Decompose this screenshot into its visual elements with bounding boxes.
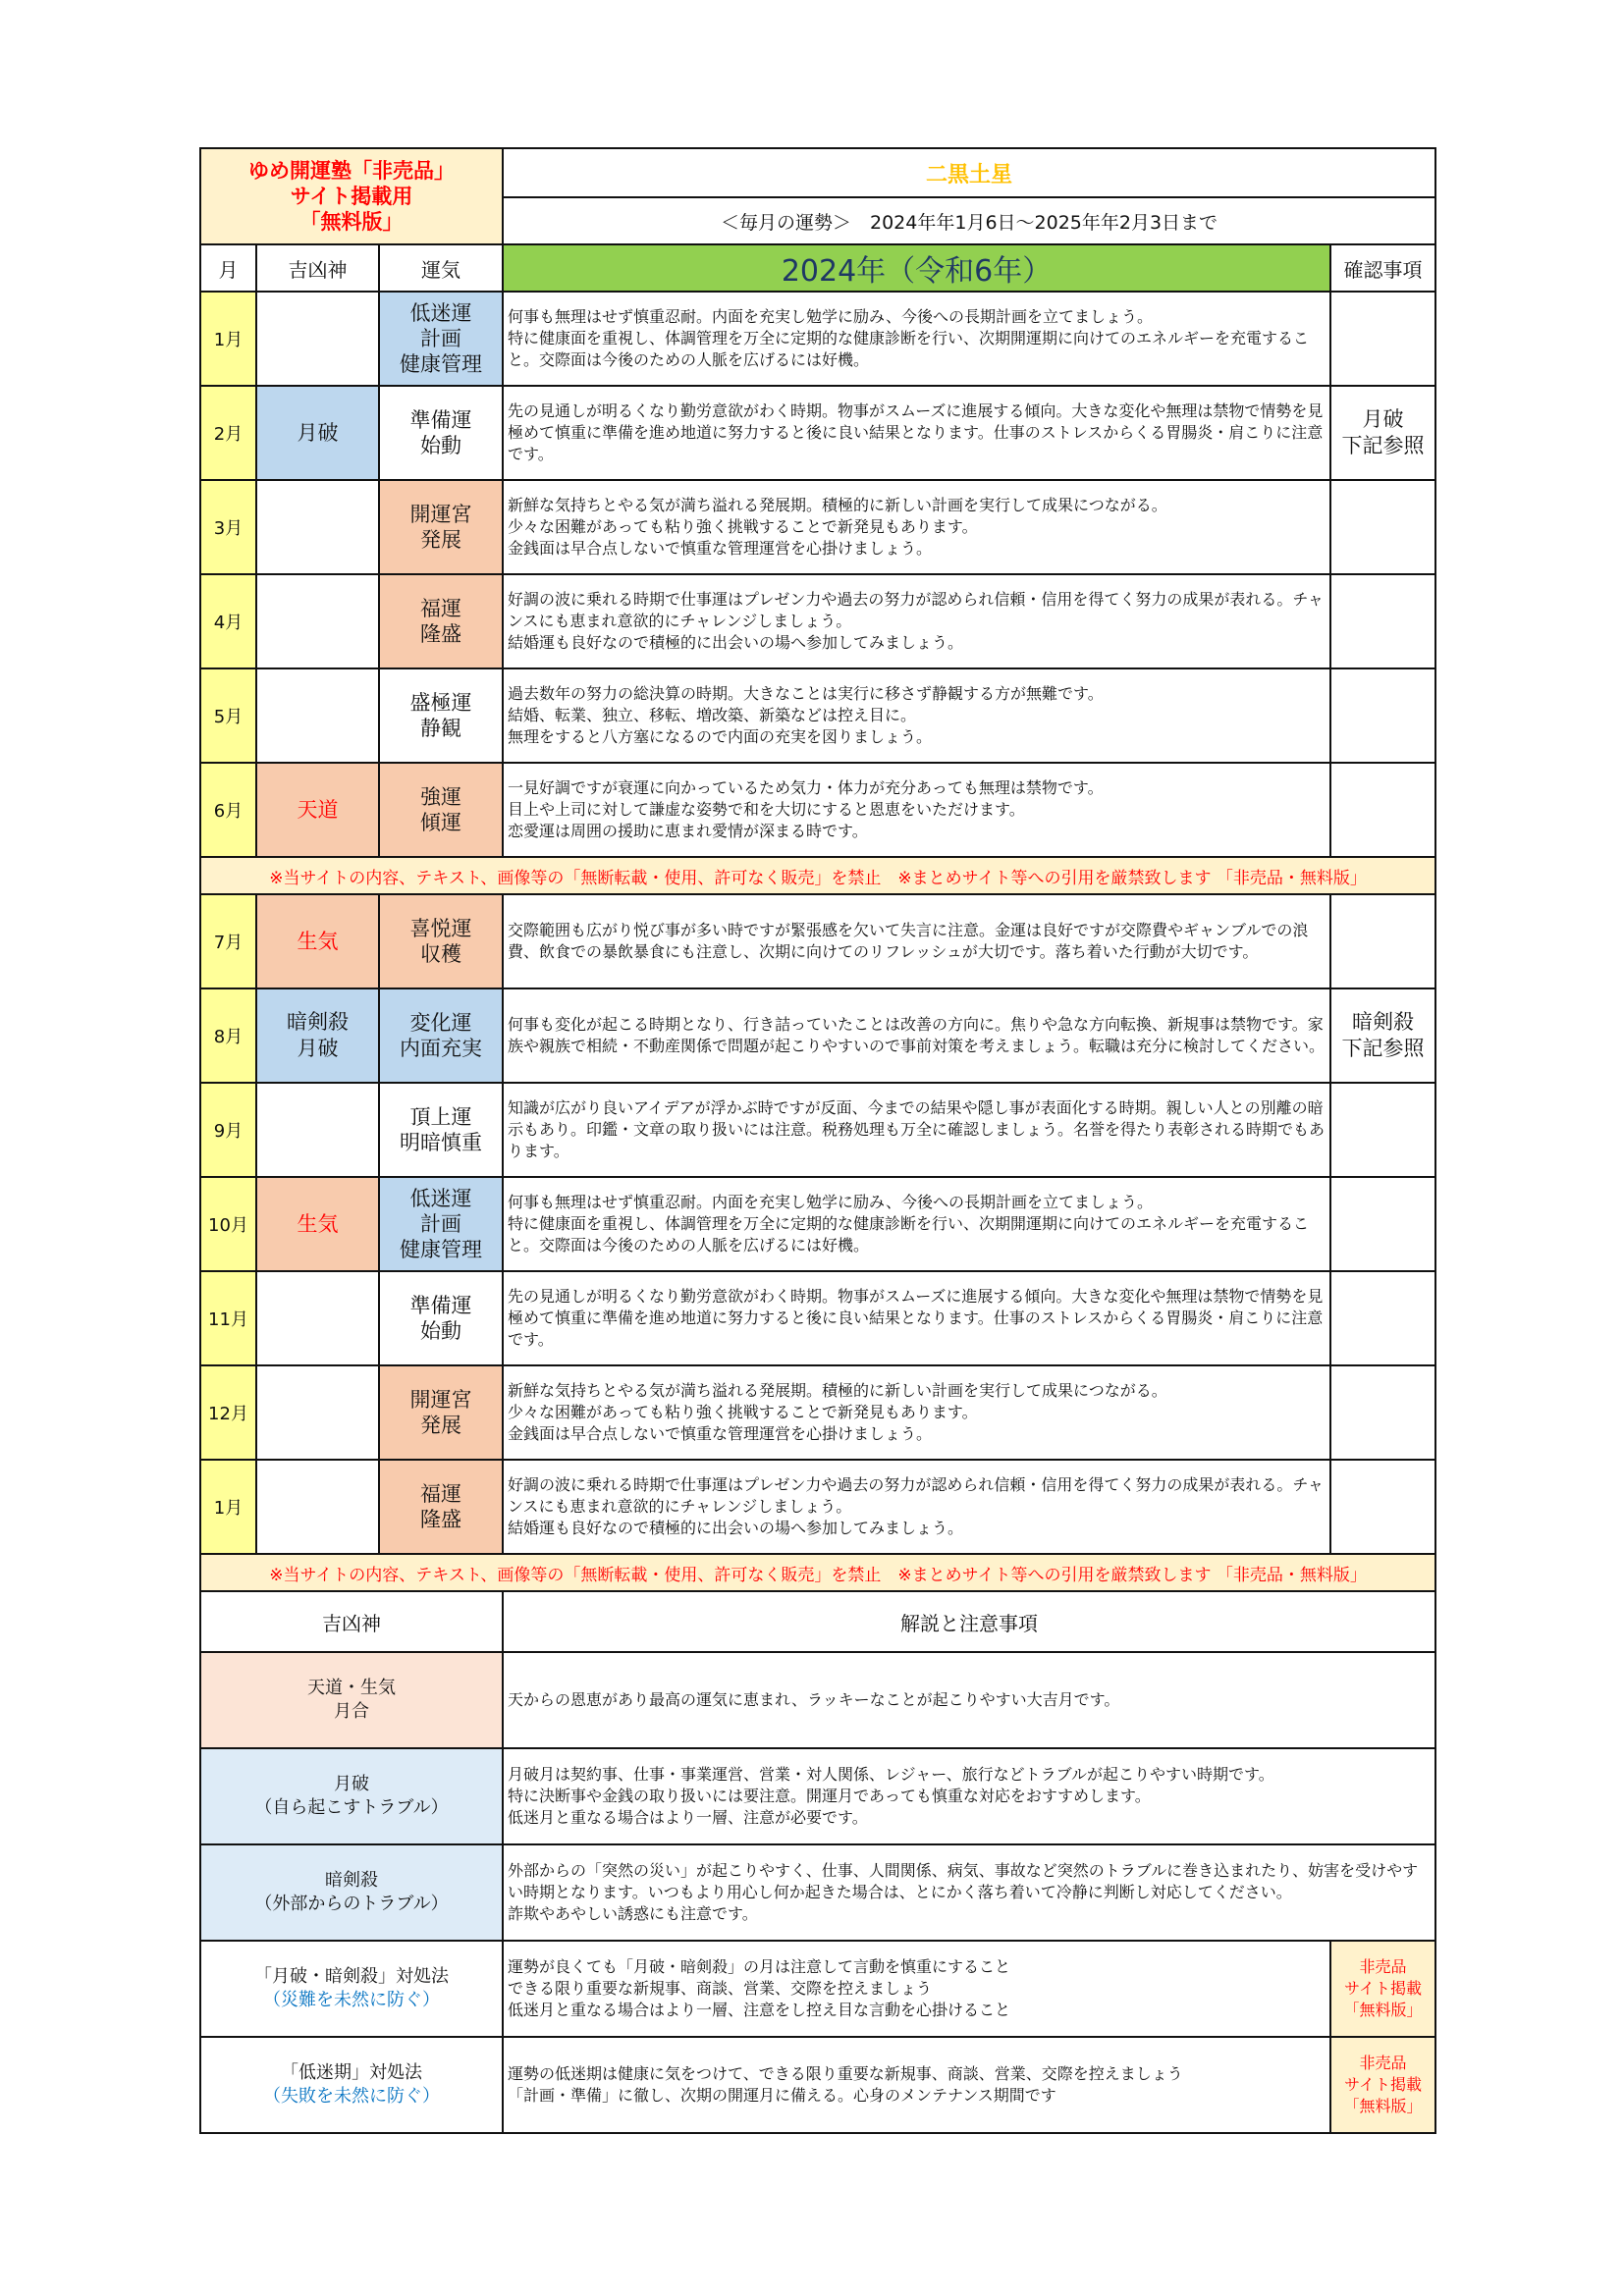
description-line: 先の見通しが明るくなり勤労意欲がわく時期。物事がスムーズに進展する傾向。大きな変化や無理は禁物で情勢を見極めて慎重に準備を進め地道に努力すると後に良い結果となります。仕事のストレスからくる胃腸炎・肩こりに注意です。 (508, 1287, 1324, 1349)
site-label-line: 「無料版」 (299, 210, 404, 234)
notice-row (200, 857, 1435, 894)
legend-name-cell (200, 1941, 503, 2037)
description-cell (503, 386, 1330, 480)
description-cell (503, 1083, 1330, 1177)
month-row (200, 480, 1435, 574)
notice-row (200, 1554, 1435, 1591)
legend-name-cell (200, 1844, 503, 1941)
unki-cell (379, 574, 503, 668)
description-line: 特に健康面を重視し、体調管理を万全に定期的な健康診断を行い、次期開運期に向けてのエネルギーを充電すること。交際面は今後のための人脈を広げるには好機。 (508, 329, 1310, 369)
check-note: 下記参照 (1341, 1037, 1425, 1060)
legend-description-line: 運勢の低迷期は健康に気をつけて、できる限り重要な新規事、商談、営業、交際を控えましょう (508, 2064, 1183, 2083)
description-line: 好調の波に乗れる時期で仕事運はプレゼン力や過去の努力が認められ信頼・信用を得てく努力の成果が表れる。チャンスにも恵まれ意欲的にチャレンジしましょう。 (508, 590, 1324, 630)
period-text: ＜毎月の運勢＞ 2024年年1月6日～2025年年2月3日まで (503, 197, 1435, 244)
legend-row (200, 1844, 1435, 1941)
unki-cell (379, 1083, 503, 1177)
unki-label: 明暗慎重 (400, 1131, 483, 1154)
check-cell (1330, 480, 1435, 574)
kikkyo-label: 生気 (297, 1211, 339, 1236)
free-edition-line: 非売品 (1359, 1957, 1407, 1976)
legend-name: 「低迷期」対処法 (281, 2062, 423, 2083)
unki-label: 開運宮 (409, 503, 472, 526)
unki-label: 計画 (420, 327, 462, 350)
unki-label: 低迷運 (409, 1187, 472, 1210)
check-cell (1330, 988, 1435, 1083)
unki-label: 開運宮 (409, 1388, 472, 1412)
free-edition-line: サイト掲載 (1344, 2075, 1422, 2094)
copyright-notice: ※当サイトの内容、テキスト、画像等の「無断転載・使用、許可なく販売」を禁止 ※まとめサイト等への引用を厳禁致します 「非売品・無料版」 (200, 1554, 1435, 1591)
check-cell (1330, 386, 1435, 480)
month-cell: 8月 (200, 988, 256, 1083)
month-row (200, 988, 1435, 1083)
month-row (200, 894, 1435, 988)
description-line: 無理をすると八方塞になるので内面の充実を図りましょう。 (508, 727, 933, 746)
legend-name: 天道・生気 (307, 1678, 397, 1698)
kikkyo-cell (256, 894, 379, 988)
month-cell: 7月 (200, 894, 256, 988)
kikkyo-cell (256, 1460, 379, 1554)
month-cell: 2月 (200, 386, 256, 480)
description-line: 一見好調ですが衰運に向かっているため気力・体力が充分あっても無理は禁物です。 (508, 778, 1104, 797)
unki-cell (379, 1365, 503, 1460)
unki-label: 盛極運 (409, 691, 472, 715)
check-cell (1330, 1083, 1435, 1177)
month-cell: 4月 (200, 574, 256, 668)
unki-cell (379, 1460, 503, 1554)
month-cell: 3月 (200, 480, 256, 574)
unki-label: 喜悦運 (409, 917, 472, 940)
check-cell (1330, 1177, 1435, 1271)
kikkyo-cell (256, 574, 379, 668)
month-row (200, 1460, 1435, 1554)
legend-col-desc: 解説と注意事項 (503, 1591, 1435, 1652)
legend-name: （自ら起こすトラブル） (254, 1797, 449, 1818)
check-cell (1330, 1271, 1435, 1365)
description-cell (503, 1365, 1330, 1460)
kikkyo-cell (256, 1271, 379, 1365)
legend-header-row (200, 1591, 1435, 1652)
unki-cell (379, 894, 503, 988)
legend-name: 「月破・暗剣殺」対処法 (254, 1966, 450, 1987)
kikkyo-cell (256, 763, 379, 857)
legend-name: （外部からのトラブル） (254, 1894, 449, 1914)
description-cell (503, 1460, 1330, 1554)
unki-label: 福運 (420, 1482, 462, 1506)
description-line: 結婚運も良好なので積極的に出会いの場へ参加してみましょう。 (508, 1519, 964, 1537)
legend-description-line: できる限り重要な新規事、商談、営業、交際を控えましょう (508, 1979, 933, 1998)
unki-label: 発展 (420, 1414, 462, 1437)
check-cell (1330, 763, 1435, 857)
description-cell (503, 1271, 1330, 1365)
unki-label: 発展 (420, 528, 462, 552)
description-cell (503, 668, 1330, 763)
description-line: 先の見通しが明るくなり勤労意欲がわく時期。物事がスムーズに進展する傾向。大きな変化や無理は禁物で情勢を見極めて慎重に準備を進め地道に努力すると後に良い結果となります。仕事のストレスからくる胃腸炎・肩こりに注意です。 (508, 401, 1324, 463)
month-cell: 5月 (200, 668, 256, 763)
free-edition-badge (1330, 2037, 1435, 2133)
month-row (200, 668, 1435, 763)
description-line: 新鮮な気持ちとやる気が満ち溢れる発展期。積極的に新しい計画を実行して成果につながる。 (508, 496, 1167, 514)
unki-label: 準備運 (409, 1294, 472, 1317)
check-cell (1330, 292, 1435, 386)
legend-name-cell (200, 1748, 503, 1844)
legend-description-line: 「計画・準備」に徹し、次期の開運月に備える。心身のメンテナンス期間です (508, 2086, 1056, 2105)
legend-name-cell (200, 2037, 503, 2133)
legend-row (200, 1652, 1435, 1748)
month-cell: 12月 (200, 1365, 256, 1460)
month-cell: 6月 (200, 763, 256, 857)
unki-label: 始動 (420, 434, 462, 457)
month-cell: 11月 (200, 1271, 256, 1365)
unki-label: 内面充実 (400, 1037, 483, 1060)
col-header-check: 確認事項 (1330, 244, 1435, 292)
legend-description-line: 天からの恩恵があり最高の運気に恵まれ、ラッキーなことが起こりやすい大吉月です。 (508, 1690, 1120, 1709)
unki-cell (379, 763, 503, 857)
unki-label: 強運 (420, 785, 462, 809)
legend-description-line: 月破月は契約事、仕事・事業運営、営業・対人関係、レジャー、旅行などトラブルが起こりやすい時期です。 (508, 1765, 1274, 1784)
check-note: 月破 (1362, 407, 1404, 431)
check-cell (1330, 574, 1435, 668)
check-cell (1330, 894, 1435, 988)
legend-description-cell (503, 1652, 1435, 1748)
check-cell (1330, 1460, 1435, 1554)
unki-label: 傾運 (420, 811, 462, 834)
unki-cell (379, 1271, 503, 1365)
check-cell (1330, 668, 1435, 763)
legend-description-line: 特に決断事や金銭の取り扱いには要注意。開運月であっても慎重な対応をおすすめします。 (508, 1787, 1151, 1805)
legend-description-cell (503, 1941, 1330, 2037)
kikkyo-cell (256, 480, 379, 574)
description-line: 過去数年の努力の総決算の時期。大きなことは実行に移さず静観する方が無難です。 (508, 684, 1104, 703)
description-line: 新鮮な気持ちとやる気が満ち溢れる発展期。積極的に新しい計画を実行して成果につながる。 (508, 1381, 1167, 1400)
legend-name: 月破 (334, 1774, 370, 1794)
description-cell (503, 574, 1330, 668)
unki-cell (379, 292, 503, 386)
legend-description-cell (503, 1748, 1435, 1844)
description-line: 結婚運も良好なので積極的に出会いの場へ参加してみましょう。 (508, 633, 964, 652)
unki-label: 頂上運 (409, 1105, 472, 1129)
kikkyo-cell (256, 1365, 379, 1460)
description-line: 知識が広がり良いアイデアが浮かぶ時ですが反面、今までの結果や隠し事が表面化する時期。親しい人との別離の暗示もあり。印鑑・文章の取り扱いには注意。税務処理も万全に確認しましょう。名誉を得たり表彰される時期でもあります。 (508, 1098, 1326, 1160)
legend-description-line: 低迷月と重なる場合はより一層、注意をし控え目な言動を心掛けること (508, 2001, 1011, 2019)
unki-label: 収穫 (420, 942, 462, 966)
unki-label: 隆盛 (420, 622, 462, 646)
unki-label: 計画 (420, 1212, 462, 1236)
month-row (200, 386, 1435, 480)
legend-description-cell (503, 1844, 1435, 1941)
legend-description-line: 外部からの「突然の災い」が起こりやすく、仕事、人間関係、病気、事故など突然のトラブルに巻き込まれたり、妨害を受けやすい時期となります。いつもより用心し何か起きた場合は、とにかく落ち着いて冷静に判断し対応してください。 (508, 1861, 1419, 1901)
legend-description-line: 運勢が良くても「月破・暗剣殺」の月は注意して言動を慎重にすること (508, 1957, 1011, 1976)
description-line: 金銭面は早合点しないで慎重な管理運営を心掛けましょう。 (508, 1424, 933, 1443)
unki-cell (379, 386, 503, 480)
free-edition-line: サイト掲載 (1344, 1979, 1422, 1998)
unki-label: 低迷運 (409, 301, 472, 325)
description-line: 少々な困難があっても粘り強く挑戦することで新発見もあります。 (508, 517, 978, 536)
description-cell (503, 292, 1330, 386)
unki-label: 健康管理 (400, 1238, 483, 1261)
check-note: 暗剣殺 (1352, 1010, 1415, 1034)
description-line: 少々な困難があっても粘り強く挑戦することで新発見もあります。 (508, 1403, 978, 1421)
copyright-notice: ※当サイトの内容、テキスト、画像等の「無断転載・使用、許可なく販売」を禁止 ※まとめサイト等への引用を厳禁致します 「非売品・無料版」 (200, 857, 1435, 894)
description-line: 結婚、転業、独立、移転、増改築、新築などは控え目に。 (508, 706, 917, 724)
unki-cell (379, 988, 503, 1083)
check-cell (1330, 1365, 1435, 1460)
fortune-table (199, 147, 1436, 2134)
legend-name-cell (200, 1652, 503, 1748)
unki-label: 始動 (420, 1319, 462, 1343)
kikkyo-cell (256, 292, 379, 386)
unki-label: 福運 (420, 597, 462, 620)
kikkyo-cell (256, 1177, 379, 1271)
description-line: 何事も無理はせず慎重忍耐。内面を充実し勉学に励み、今後への長期計画を立てましょう。 (508, 307, 1153, 326)
free-edition-line: 非売品 (1359, 2054, 1407, 2072)
month-row (200, 1177, 1435, 1271)
description-cell (503, 480, 1330, 574)
unki-label: 健康管理 (400, 352, 483, 376)
kikkyo-cell (256, 386, 379, 480)
site-label-line: サイト掲載用 (290, 185, 413, 208)
unki-cell (379, 1177, 503, 1271)
description-cell (503, 894, 1330, 988)
year-title: 2024年（令和6年） (503, 244, 1330, 292)
month-cell: 9月 (200, 1083, 256, 1177)
free-edition-line: 「無料版」 (1343, 2097, 1423, 2115)
description-line: 何事も変化が起こる時期となり、行き詰っていたことは改善の方向に。焦りや急な方向転換、新規事は禁物です。家族や親族で相続・不動産関係で問題が起こりやすいので事前対策を考えましょう。転職は充分に検討してください。 (508, 1015, 1326, 1055)
legend-description-line: 詐欺やあやしい誘惑にも注意です。 (508, 1904, 758, 1923)
unki-cell (379, 668, 503, 763)
legend-name: 月合 (334, 1701, 370, 1722)
kikkyo-cell (256, 988, 379, 1083)
col-header-month: 月 (200, 244, 256, 292)
month-row (200, 763, 1435, 857)
month-row (200, 574, 1435, 668)
legend-description-cell (503, 2037, 1330, 2133)
description-cell (503, 988, 1330, 1083)
description-line: 好調の波に乗れる時期で仕事運はプレゼン力や過去の努力が認められ信頼・信用を得てく努力の成果が表れる。チャンスにも恵まれ意欲的にチャレンジしましょう。 (508, 1475, 1324, 1516)
description-line: 何事も無理はせず慎重忍耐。内面を充実し勉学に励み、今後への長期計画を立てましょう。 (508, 1193, 1153, 1211)
star-title: 二黒土星 (503, 148, 1435, 197)
month-row (200, 1271, 1435, 1365)
month-cell: 1月 (200, 1460, 256, 1554)
unki-label: 変化運 (409, 1011, 472, 1035)
legend-name: 暗剣殺 (325, 1870, 379, 1891)
description-line: 目上や上司に対して謙虚な姿勢で和を大切にすると恩恵をいただけます。 (508, 800, 1025, 819)
unki-label: 静観 (420, 717, 462, 740)
legend-row (200, 1941, 1435, 2037)
month-row (200, 292, 1435, 386)
unki-label: 準備運 (409, 408, 472, 432)
kikkyo-label: 生気 (297, 929, 339, 953)
legend-subtitle: （失敗を未然に防ぐ） (263, 2086, 441, 2107)
kikkyo-label: 月破 (297, 420, 339, 445)
month-cell: 10月 (200, 1177, 256, 1271)
description-line: 恋愛運は周囲の援助に恵まれ愛情が深まる時です。 (508, 822, 868, 840)
legend-row (200, 2037, 1435, 2133)
kikkyo-label: 月破 (297, 1037, 339, 1060)
site-label (200, 148, 503, 244)
free-edition-line: 「無料版」 (1343, 2001, 1423, 2019)
kikkyo-label: 暗剣殺 (287, 1010, 349, 1034)
kikkyo-cell (256, 1083, 379, 1177)
col-header-kikkyo: 吉凶神 (256, 244, 379, 292)
legend-col-kikkyo: 吉凶神 (200, 1591, 503, 1652)
legend-description-line: 低迷月と重なる場合はより一層、注意が必要です。 (508, 1808, 868, 1827)
description-line: 特に健康面を重視し、体調管理を万全に定期的な健康診断を行い、次期開運期に向けてのエネルギーを充電すること。交際面は今後のための人脈を広げるには好機。 (508, 1214, 1310, 1255)
legend-row (200, 1748, 1435, 1844)
kikkyo-cell (256, 668, 379, 763)
month-cell: 1月 (200, 292, 256, 386)
site-label-line: ゆめ開運塾「非売品」 (248, 159, 456, 183)
month-row (200, 1083, 1435, 1177)
description-cell (503, 763, 1330, 857)
description-line: 交際範囲も広がり悦び事が多い時ですが緊張感を欠いて失言に注意。金運は良好ですが交際費やギャンブルでの浪費、飲食での暴飲暴食にも注意し、次期に向けてのリフレッシュが大切です。落ち着いた行動が大切です。 (508, 921, 1309, 961)
kikkyo-label: 天道 (297, 797, 339, 822)
free-edition-badge (1330, 1941, 1435, 2037)
unki-cell (379, 480, 503, 574)
month-row (200, 1365, 1435, 1460)
col-header-unki: 運気 (379, 244, 503, 292)
description-cell (503, 1177, 1330, 1271)
legend-subtitle: （災難を未然に防ぐ） (263, 1990, 441, 2010)
check-note: 下記参照 (1341, 434, 1425, 457)
description-line: 金銭面は早合点しないで慎重な管理運営を心掛けましょう。 (508, 539, 933, 558)
unki-label: 隆盛 (420, 1508, 462, 1531)
